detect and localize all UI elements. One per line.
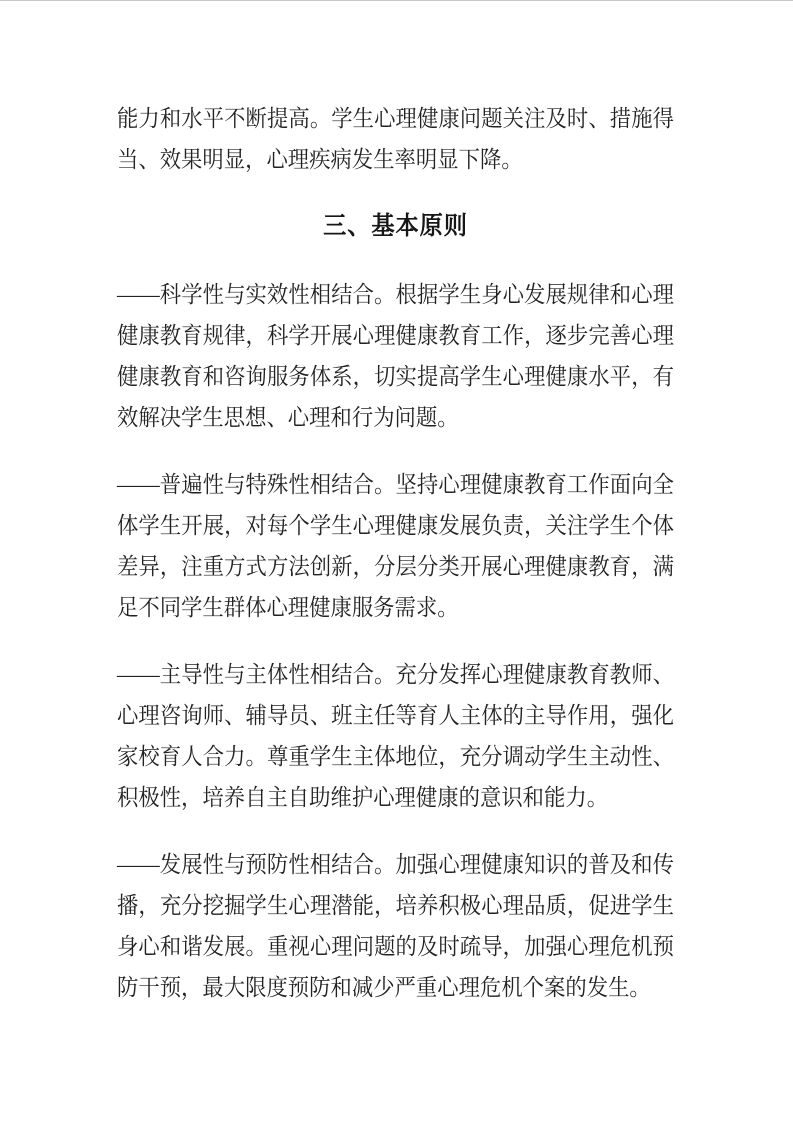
intro-continuation-paragraph: 能力和水平不断提高。学生心理健康问题关注及时、措施得当、效果明显，心理疾病发生率明显下降。 — [117, 106, 674, 172]
principle-paragraph-universality-particularity: ——普遍性与特殊性相结合。坚持心理健康教育工作面向全体学生开展，对每个学生心理健康发展负责，关注学生个体差异，注重方式方法创新，分层分类开展心理健康教育，满足不同学生群体心理健康服务需求。 — [117, 472, 674, 620]
section-heading: 三、基本原则 — [323, 213, 468, 240]
principle-paragraph-guidance-subjectivity: ——主导性与主体性相结合。充分发挥心理健康教育教师、心理咨询师、辅导员、班主任等育人主体的主导作用，强化家校育人合力。尊重学生主体地位，充分调动学生主动性、积极性，培养自主自助维护心理健康的意识和能力。 — [117, 662, 674, 810]
text-column — [117, 98, 674, 1008]
principle-paragraph-science-effectiveness: ——科学性与实效性相结合。根据学生身心发展规律和心理健康教育规律，科学开展心理健康教育工作，逐步完善心理健康教育和咨询服务体系，切实提高学生心理健康水平，有效解决学生思想、心理和行为问题。 — [117, 282, 674, 430]
principle-paragraph-development-prevention: ——发展性与预防性相结合。加强心理健康知识的普及和传播，充分挖掘学生心理潜能，培养积极心理品质，促进学生身心和谐发展。重视心理问题的及时疏导，加强心理危机预防干预，最大限度预防和减少严重心理危机个案的发生。 — [117, 852, 674, 1000]
